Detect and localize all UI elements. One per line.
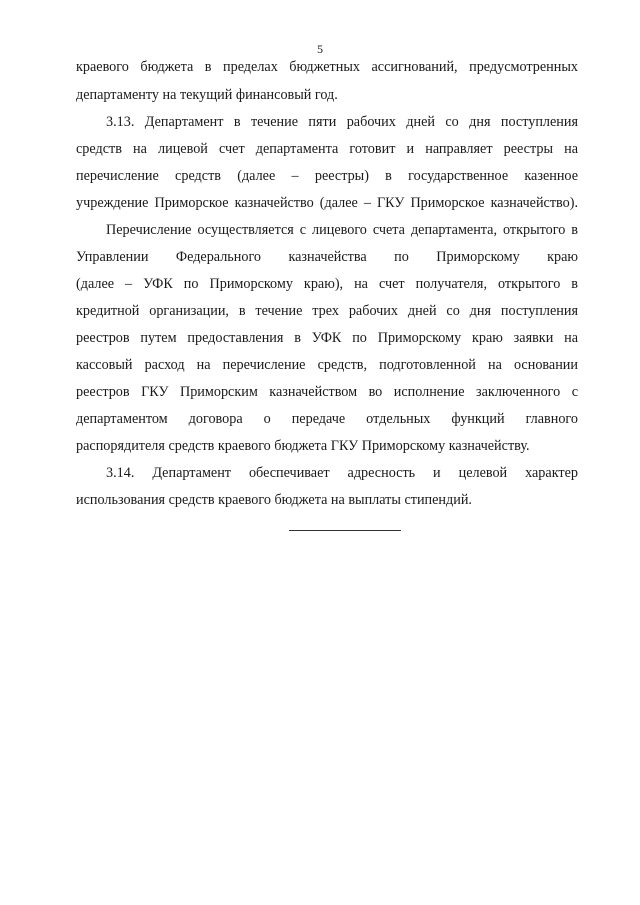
- end-divider-line: [289, 530, 401, 531]
- text-line: реестров ГКУ Приморским казначейством во исполнение заключенного с: [76, 384, 578, 400]
- text-line: реестров путем предоставления в УФК по Приморскому краю заявки на: [76, 330, 578, 346]
- text-line: департаменту на текущий финансовый год.: [76, 87, 338, 103]
- text-line: 3.13. Департамент в течение пяти рабочих дней со дня поступления: [106, 114, 578, 130]
- text-line: перечисление средств (далее – реестры) в государственное казенное: [76, 168, 578, 184]
- text-line: 3.14. Департамент обеспечивает адресность и целевой характер: [106, 465, 578, 481]
- text-line: средств на лицевой счет департамента готовит и направляет реестры на: [76, 141, 578, 157]
- text-line: кредитной организации, в течение трех рабочих дней со дня поступления: [76, 303, 578, 319]
- text-line: Перечисление осуществляется с лицевого счета департамента, открытого в: [106, 222, 578, 238]
- text-line: учреждение Приморское казначейство (далее – ГКУ Приморское казначейство).: [76, 195, 578, 211]
- text-line: Управлении Федерального казначейства по Приморскому краю: [76, 249, 578, 265]
- text-line: краевого бюджета в пределах бюджетных ассигнований, предусмотренных: [76, 59, 578, 75]
- page-number: 5: [317, 42, 323, 56]
- text-line: департаментом договора о передаче отдельных функций главного: [76, 411, 578, 427]
- text-line: кассовый расход на перечисление средств, подготовленной на основании: [76, 357, 578, 373]
- text-line: распорядителя средств краевого бюджета ГКУ Приморскому казначейству.: [76, 438, 530, 454]
- text-line: (далее – УФК по Приморскому краю), на счет получателя, открытого в: [76, 276, 578, 292]
- text-line: использования средств краевого бюджета на выплаты стипендий.: [76, 492, 472, 508]
